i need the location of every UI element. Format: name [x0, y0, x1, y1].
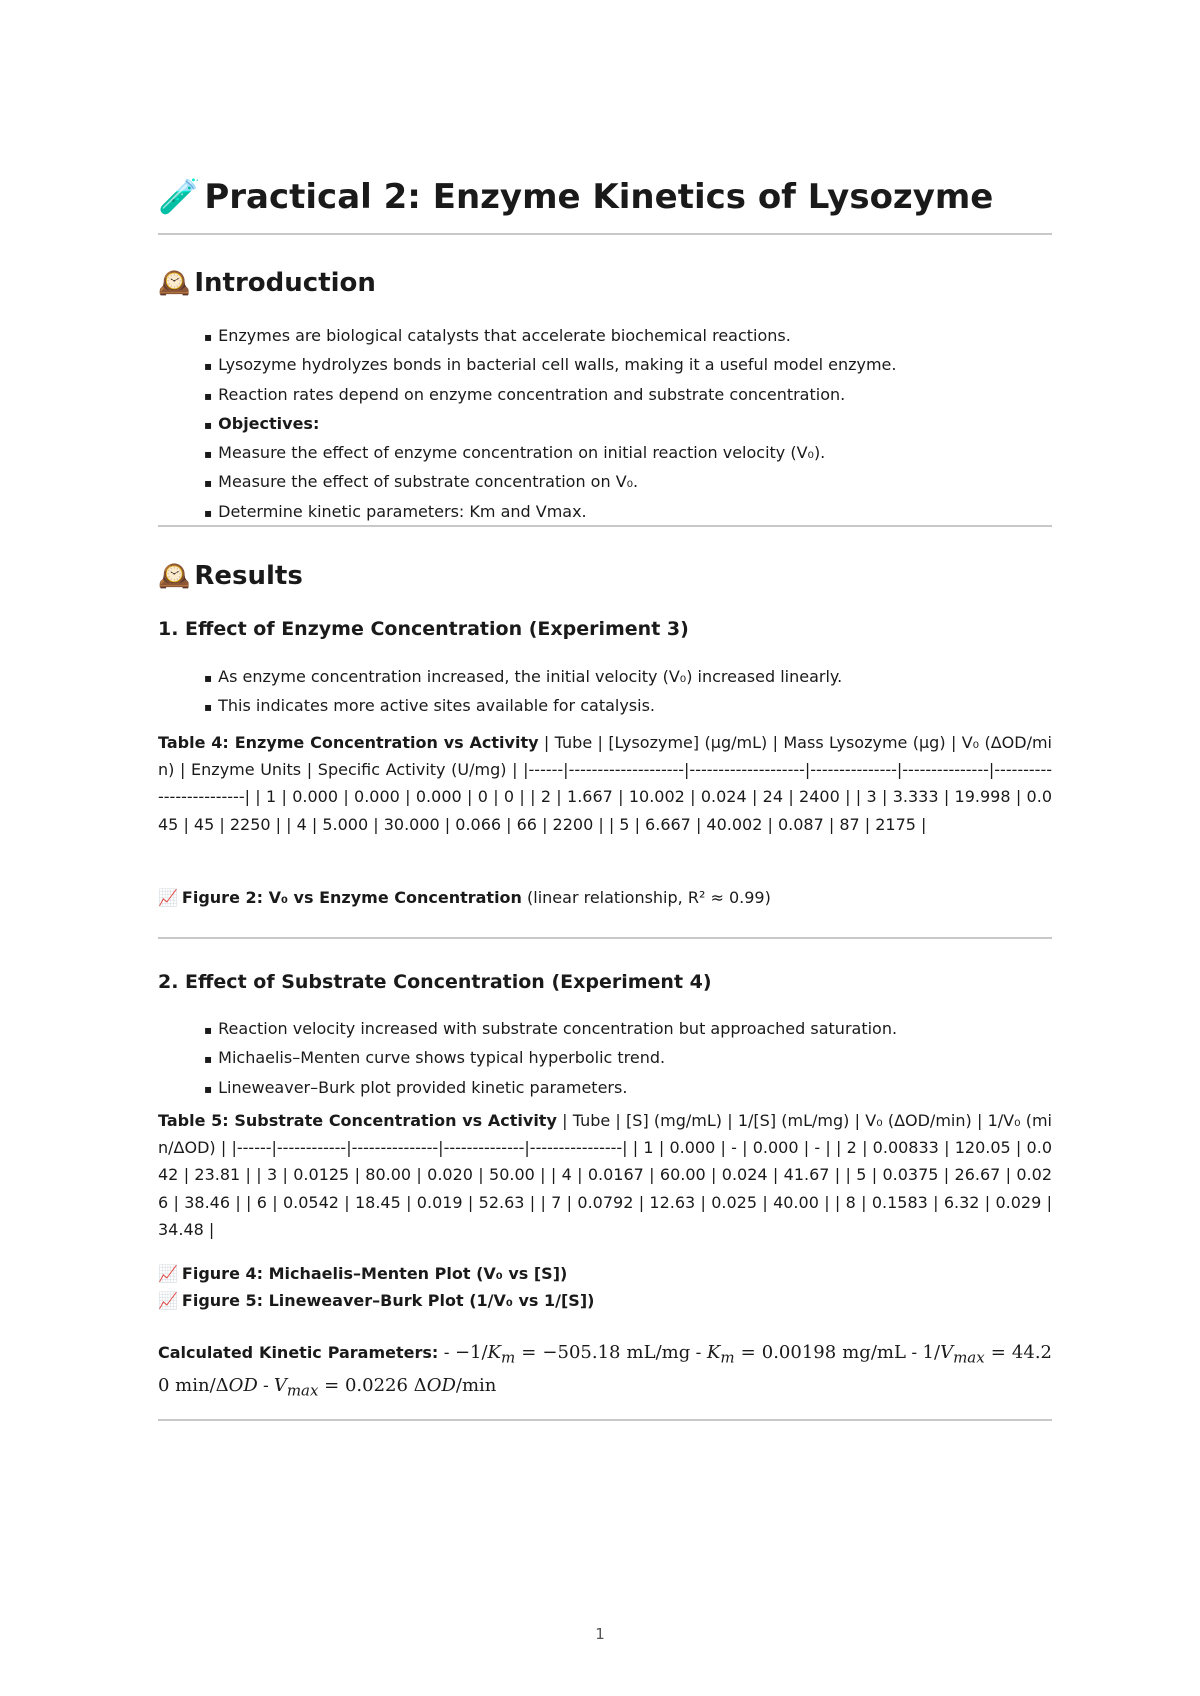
- page-number: 1: [595, 1625, 605, 1643]
- params-sep: -: [690, 1343, 707, 1362]
- list-item: ▪ Lineweaver–Burk plot provided kinetic parameters.: [204, 1074, 1050, 1103]
- page-title-text: Practical 2: Enzyme Kinetics of Lysozyme: [204, 177, 994, 217]
- list-item: ▪ Reaction rates depend on enzyme concentration and substrate concentration.: [204, 381, 1050, 410]
- params-sep: -: [438, 1343, 455, 1362]
- formula-text: 1/: [922, 1342, 941, 1363]
- intro-heading-text: Introduction: [194, 268, 376, 298]
- table4-paragraph: [158, 729, 1052, 838]
- divider: [158, 233, 1052, 235]
- list-item: ▪ Reaction velocity increased with substrate concentration but approached saturation.: [204, 1015, 1050, 1044]
- formula-text: −1/: [454, 1342, 488, 1363]
- kinetic-params-paragraph: [158, 1339, 1052, 1404]
- formula-text: = 0.0226 Δ: [318, 1374, 427, 1396]
- list-item: ▪ Measure the effect of substrate concentration on V₀.: [204, 468, 1050, 497]
- params-sep: -: [905, 1343, 923, 1362]
- figure2-caption: [158, 884, 771, 912]
- figure2-label: Figure 2: V₀ vs Enzyme Concentration: [181, 888, 522, 907]
- chart-increasing-icon: 📈: [158, 1291, 178, 1310]
- exp3-heading: 1. Effect of Enzyme Concentration (Experiment 3): [158, 618, 689, 640]
- km-formula: $K_m = 0.00198$ mg/mL: [706, 1342, 906, 1367]
- intro-heading: [158, 263, 376, 303]
- params-sep: -: [257, 1375, 274, 1395]
- chart-increasing-icon: 📈: [158, 888, 178, 907]
- chart-increasing-icon: 📈: [158, 1264, 178, 1283]
- params-label: Calculated Kinetic Parameters:: [158, 1343, 439, 1362]
- list-item: ▪ Michaelis–Menten curve shows typical hyperbolic trend.: [204, 1044, 1050, 1073]
- list-item: ▪ As enzyme concentration increased, the initial velocity (V₀) increased linearly.: [204, 663, 1050, 692]
- clock-icon: 🕰️: [158, 561, 191, 591]
- table5-label: Table 5: Substrate Concentration vs Activity: [158, 1111, 557, 1130]
- exp3-list: [204, 663, 1050, 722]
- formula-text: = −505.18 mL/mg: [515, 1342, 691, 1363]
- table5-paragraph: [158, 1107, 1052, 1243]
- table5-raw: | Tube | [S] (mg/mL) | 1/[S] (mL/mg) | V₀ (ΔOD/min) | 1/V₀ (min/ΔOD) | |------|------------|---------------|--------------|----------------| | 1 | 0.000 | - | 0.000 | - | | 2 | 0.00833 | 120.05 | 0.042 | 23.81 | | 3 | 0.0125 | 80.00 | 0.020 | 50.00 | | 4 | 0.0167 | 60.00 | 0.024 | 41.67 | | 5 | 0.0375 | 26.67 | 0.026 | 38.46 | | 6 | 0.0542 | 18.45 | 0.019 | 52.63 | | 7 | 0.0792 | 12.63 | 0.025 | 40.00 | | 8 | 0.1583 | 6.32 | 0.029 | 34.48 |: [158, 1111, 1052, 1239]
- results-heading-text: Results: [194, 561, 303, 591]
- list-item: ▪ This indicates more active sites available for catalysis.: [204, 692, 1050, 721]
- formula-text: = 44.20 min/Δ: [158, 1342, 1052, 1396]
- list-item: ▪ Lysozyme hydrolyzes bonds in bacterial cell walls, making it a useful model enzyme.: [204, 351, 1050, 380]
- figure2-note: (linear relationship, R² ≈ 0.99): [521, 888, 771, 907]
- list-item: [204, 410, 1050, 439]
- divider: [158, 1419, 1052, 1421]
- inv-vmax-formula: $1/V_{max} = 44.20$ min/ΔOD: [158, 1342, 1052, 1396]
- list-item: ▪ Enzymes are biological catalysts that accelerate biochemical reactions.: [204, 322, 1050, 351]
- figure4-label: Figure 4: Michaelis–Menten Plot (V₀ vs [S]): [181, 1264, 568, 1283]
- exp4-list: [204, 1015, 1050, 1103]
- table4-raw: | Tube | [Lysozyme] (µg/mL) | Mass Lysozyme (µg) | V₀ (ΔOD/min) | Enzyme Units | Specific Activity (U/mg) | |------|--------------------|--------------------|---------------|---------------|-------------------------| | 1 | 0.000 | 0.000 | 0.000 | 0 | 0 | | 2 | 1.667 | 10.002 | 0.024 | 24 | 2400 | | 3 | 3.333 | 19.998 | 0.045 | 45 | 2250 | | 4 | 5.000 | 30.000 | 0.066 | 66 | 2200 | | 5 | 6.667 | 40.002 | 0.087 | 87 | 2175 |: [158, 733, 1052, 834]
- figure5-label: Figure 5: Lineweaver–Burk Plot (1/V₀ vs 1/[S]): [181, 1291, 595, 1310]
- intro-list: [204, 322, 1050, 527]
- objectives-label: Objectives:: [218, 413, 320, 433]
- figure5-caption: [158, 1287, 594, 1315]
- list-item: ▪ Determine kinetic parameters: Km and Vmax.: [204, 498, 1050, 527]
- table4-label: Table 4: Enzyme Concentration vs Activity: [158, 733, 539, 752]
- exp4-heading: 2. Effect of Substrate Concentration (Experiment 4): [158, 971, 712, 993]
- test-tube-icon: 🧪: [158, 177, 201, 217]
- list-item: ▪ Measure the effect of enzyme concentration on initial reaction velocity (V₀).: [204, 439, 1050, 468]
- vmax-formula: $V_{max} = 0.0226$ ΔOD/min: [273, 1374, 497, 1400]
- results-heading: [158, 556, 303, 596]
- formula-text: = 0.00198 mg/mL: [734, 1342, 906, 1363]
- figure4-caption: [158, 1260, 567, 1288]
- page-title: [158, 172, 993, 222]
- divider: [158, 937, 1052, 939]
- divider: [158, 525, 1052, 527]
- clock-icon: 🕰️: [158, 268, 191, 298]
- neg-inv-km-formula: $-1/K_m = -505.18$ mL/mg: [454, 1342, 691, 1367]
